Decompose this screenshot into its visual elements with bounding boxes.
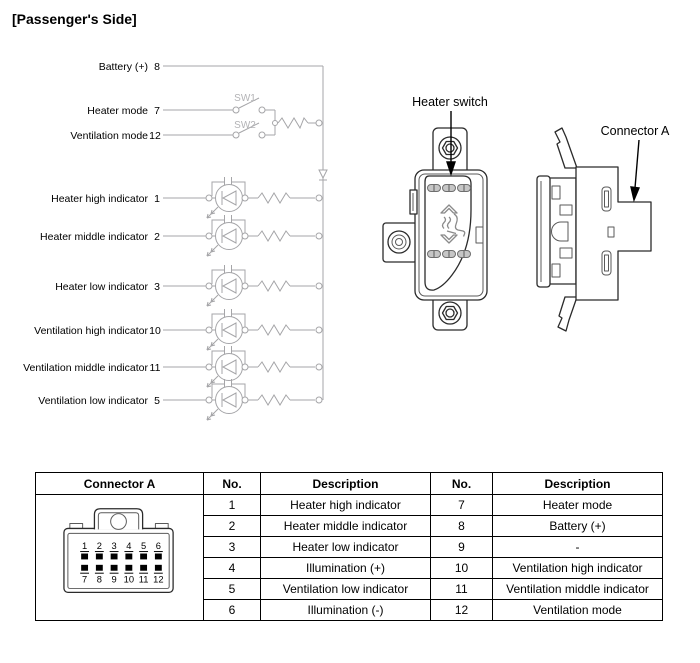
pin-label: Heater high indicator xyxy=(51,193,148,205)
indicator-row xyxy=(163,177,322,218)
cell-no: 2 xyxy=(204,516,261,537)
svg-text:2: 2 xyxy=(96,541,102,552)
pin-label: Battery (+) xyxy=(98,61,148,73)
pin-number: 5 xyxy=(154,395,160,407)
page-title: [Passenger's Side] xyxy=(12,11,137,27)
cell-description: Heater middle indicator xyxy=(261,516,431,537)
circuit xyxy=(23,61,327,420)
cell-description: Illumination (+) xyxy=(261,558,431,579)
cell-description: Ventilation mode xyxy=(493,600,663,621)
pin-label: Ventilation high indicator xyxy=(34,325,148,337)
pin-number: 2 xyxy=(154,231,160,243)
cell-description: Ventilation middle indicator xyxy=(493,579,663,600)
pin-label: Heater mode xyxy=(87,105,148,117)
cell-description: Illumination (-) xyxy=(261,600,431,621)
svg-text:7: 7 xyxy=(81,574,87,585)
header-description-2: Description xyxy=(493,473,663,495)
pin-number: 11 xyxy=(149,362,161,374)
pin-number: 3 xyxy=(154,281,160,293)
connector-pinout-table xyxy=(35,472,663,621)
svg-text:4: 4 xyxy=(125,541,131,552)
table-row xyxy=(36,495,663,516)
connector-pin-diagram xyxy=(37,495,203,614)
sw2-switch xyxy=(163,123,275,138)
cell-no: 9 xyxy=(431,537,493,558)
svg-text:8: 8 xyxy=(96,574,102,585)
cell-no: 10 xyxy=(431,558,493,579)
cell-description: Ventilation low indicator xyxy=(261,579,431,600)
cell-description: Heater low indicator xyxy=(261,537,431,558)
indicator-row xyxy=(163,379,322,420)
indicator-row xyxy=(163,215,322,256)
switch-common-resistor xyxy=(273,110,323,135)
cell-no: 8 xyxy=(431,516,493,537)
table-header-row xyxy=(36,473,663,495)
indicator-row xyxy=(163,309,322,350)
pin-label: Ventilation low indicator xyxy=(38,395,148,407)
cell-no: 1 xyxy=(204,495,261,516)
switch-name: SW2 xyxy=(234,120,256,131)
cell-description: Battery (+) xyxy=(493,516,663,537)
pin-number: 1 xyxy=(154,193,160,205)
cell-no: 12 xyxy=(431,600,493,621)
diode-symbol xyxy=(319,170,327,180)
cell-no: 4 xyxy=(204,558,261,579)
cell-no: 3 xyxy=(204,537,261,558)
pin-number: 8 xyxy=(154,61,160,73)
cell-no: 11 xyxy=(431,579,493,600)
svg-text:5: 5 xyxy=(140,541,146,552)
svg-text:3: 3 xyxy=(110,541,117,552)
heater-switch-illustration xyxy=(383,128,487,330)
cell-no: 7 xyxy=(431,495,493,516)
header-no-2: No. xyxy=(431,473,493,495)
indicator-row xyxy=(163,346,322,387)
pin-label: Heater low indicator xyxy=(55,281,148,293)
pin-label: Heater middle indicator xyxy=(40,231,148,243)
header-no-1: No. xyxy=(204,473,261,495)
svg-text:1: 1 xyxy=(81,541,87,552)
svg-text:12: 12 xyxy=(152,574,164,585)
cell-no: 5 xyxy=(204,579,261,600)
svg-text:10: 10 xyxy=(123,574,134,585)
header-connector: Connector A xyxy=(36,473,204,495)
svg-text:6: 6 xyxy=(155,541,161,552)
sw1-switch xyxy=(163,98,275,113)
pinout-table-section xyxy=(35,472,663,621)
pin-number: 12 xyxy=(149,130,161,142)
cell-description: Heater mode xyxy=(493,495,663,516)
switch-name: SW1 xyxy=(234,93,256,104)
header-description-1: Description xyxy=(261,473,431,495)
connector-a-arrow xyxy=(631,140,639,200)
pin-number: 7 xyxy=(154,105,160,117)
cell-no: 6 xyxy=(204,600,261,621)
cell-description: Ventilation high indicator xyxy=(493,558,663,579)
cell-description: Heater high indicator xyxy=(261,495,431,516)
svg-text:9: 9 xyxy=(110,574,117,585)
connector-a-callout: Connector A xyxy=(600,124,670,138)
pin-number: 10 xyxy=(149,325,161,337)
connector-a-illustration xyxy=(537,128,651,331)
pin-label: Ventilation middle indicator xyxy=(23,362,148,374)
connector-pin-diagram-cell xyxy=(36,495,204,621)
svg-text:11: 11 xyxy=(138,574,148,585)
heater-switch-callout: Heater switch xyxy=(412,95,488,109)
indicator-row xyxy=(163,265,322,306)
cell-description: - xyxy=(493,537,663,558)
pin-label: Ventilation mode xyxy=(70,130,148,142)
